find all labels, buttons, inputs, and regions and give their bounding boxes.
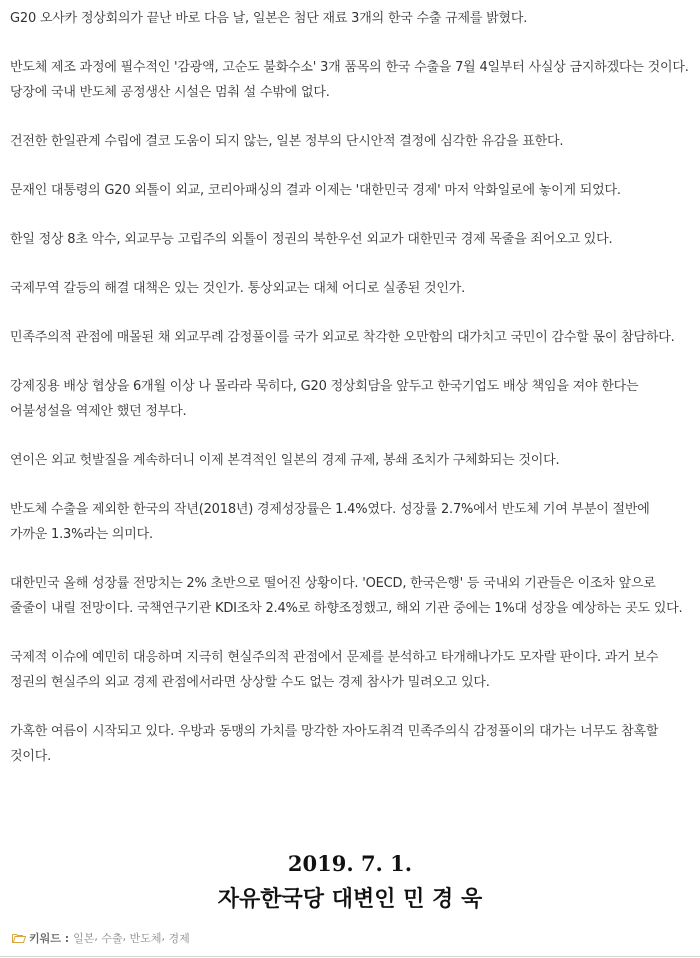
keywords-label: 키워드 : (29, 932, 70, 945)
signature-block (0, 850, 700, 920)
keywords-bar (12, 930, 190, 946)
article-paragraph: 문재인 대통령의 G20 외톨이 외교, 코리아패싱의 결과 이제는 '대한민국 경제' 마저 악화일로에 놓이게 되었다. (10, 183, 621, 198)
release-date: 2019. 7. 1. (287, 851, 413, 876)
article-paragraph: 반도체 제조 과정에 필수적인 '감광액, 고순도 불화수소' 3개 품목의 한국 수출을 7월 4일부터 사실상 금지하겠다는 것이다. 당장에 국내 반도체 공정생산 시설은 멈춰 설 수밖에 없다. (10, 60, 689, 100)
bottom-divider (0, 956, 700, 957)
article-paragraph: 반도체 수출을 제외한 한국의 작년(2018년) 경제성장률은 1.4%였다. 성장률 2.7%에서 반도체 기여 부분이 절반에 가까운 1.3%라는 의미다. (10, 502, 650, 542)
article-paragraph: 국제적 이슈에 예민히 대응하며 지극히 현실주의적 관점에서 문제를 분석하고 타개해나가도 모자랄 판이다. 과거 보수 정권의 현실주의 외교 경제 관점에서라면 상상할 수도 없는 경제 참사가 밀려오고 있다. (10, 650, 659, 690)
keyword-list (73, 930, 190, 946)
folder-icon (12, 933, 26, 943)
keyword-separator: , (94, 930, 102, 943)
article-paragraph: 가혹한 여름이 시작되고 있다. 우방과 동맹의 가치를 망각한 자아도취격 민족주의식 감정풀이의 대가는 너무도 참혹할 것이다. (10, 724, 659, 764)
article-paragraph: 국제무역 갈등의 해결 대책은 있는 것인가. 통상외교는 대체 어디로 실종된 것인가. (10, 281, 466, 296)
keyword-link[interactable]: 반도체 (129, 932, 162, 945)
keyword-link[interactable]: 경제 (168, 932, 190, 945)
keyword-separator: , (122, 930, 130, 943)
keyword-separator: , (161, 930, 169, 943)
article-paragraph: G20 오사카 정상회의가 끝난 바로 다음 날, 일본은 첨단 재료 3개의 한국 수출 규제를 밝혔다. (10, 11, 528, 26)
spokesperson-name: 자유한국당 대변인 민 경 욱 (217, 887, 483, 912)
article-paragraph: 민족주의적 관점에 매몰된 채 외교무례 감정풀이를 국가 외교로 착각한 오만함의 대가치고 국민이 감수할 몫이 참담하다. (10, 330, 675, 345)
article-paragraph: 대한민국 올해 성장률 전망치는 2% 초반으로 떨어진 상황이다. 'OECD, 한국은행' 등 국내외 기관들은 이조차 앞으로 줄줄이 내릴 전망이다. 국책연구기관 KDI조차 2.4%로 하향조정했고, 해외 기관 중에는 1%대 성장을 예상하는 곳도 있다. (10, 576, 683, 616)
article-paragraph: 건전한 한일관계 수립에 결코 도움이 되지 않는, 일본 정부의 단시안적 결정에 심각한 유감을 표한다. (10, 134, 564, 149)
article-paragraph: 한일 정상 8초 악수, 외교무능 고립주의 외톨이 정권의 북한우선 외교가 대한민국 경제 목줄을 죄어오고 있다. (10, 232, 613, 247)
article-paragraph: 연이은 외교 헛발질을 계속하더니 이제 본격적인 일본의 경제 규제, 봉쇄 조치가 구체화되는 것이다. (10, 453, 560, 468)
article-body (10, 6, 690, 793)
keyword-link[interactable]: 일본 (73, 932, 95, 945)
article-paragraph: 강제징용 배상 협상을 6개월 이상 나 몰라라 묵히다, G20 정상회담을 앞두고 한국기업도 배상 책임을 져야 한다는 어불성설을 역제안 했던 정부다. (10, 379, 639, 419)
keyword-link[interactable]: 수출 (101, 932, 123, 945)
